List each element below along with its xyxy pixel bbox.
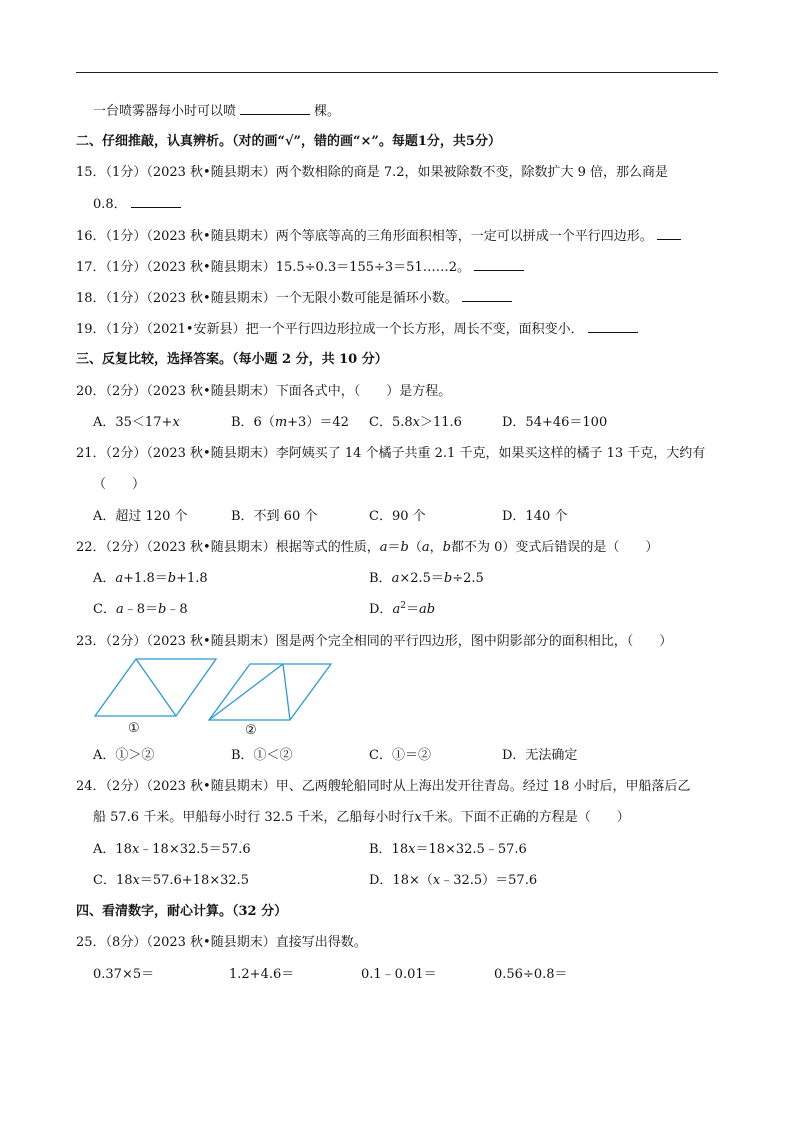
- option-a[interactable]: A．18x﹣18×32.5＝57.6: [93, 842, 251, 857]
- section-title: 三、反复比较，选择答案。（每小题 2 分，共 10 分）: [76, 352, 388, 367]
- option-d[interactable]: D．140 个: [502, 509, 568, 524]
- q14-tail: 一台喷雾器每小时可以喷 棵。: [93, 104, 341, 119]
- option-b[interactable]: B．a×2.5＝b÷2.5: [369, 571, 484, 586]
- option-d[interactable]: D．54+46＝100: [502, 415, 608, 430]
- question-20: 20．（2分）（2023 秋•随县期末）下面各式中，（ ）是方程。: [76, 384, 452, 399]
- question-24-line2: 船 57.6 千米。甲船每小时行 32.5 千米，乙船每小时行x千米。下面不正确的方程是（ ）: [93, 810, 630, 825]
- option-c[interactable]: C．18x＝57.6+18×32.5: [93, 873, 250, 888]
- option-a[interactable]: A．超过 120 个: [93, 509, 188, 524]
- calc-item[interactable]: 0.37×5＝: [93, 967, 155, 982]
- question-16: 16．（1分）（2023 秋•随县期末）两个等底等高的三角形面积相等，一定可以拼成一个平行四边形。: [76, 227, 685, 246]
- question-18: 18．（1分）（2023 秋•随县期末）一个无限小数可能是循环小数。: [76, 289, 516, 308]
- option-b[interactable]: B．6（m+3）＝42: [231, 415, 349, 430]
- question-23: 23．（2分）（2023 秋•随县期末）图是两个完全相同的平行四边形，图中阴影部分的面积相比，（ ）: [76, 634, 673, 649]
- figure-1: [95, 659, 216, 716]
- option-b[interactable]: B．18x＝18×32.5﹣57.6: [369, 842, 527, 857]
- option-d[interactable]: D．$a^2=ab$: [369, 601, 436, 617]
- parallelogram-2: [209, 664, 331, 720]
- option-c[interactable]: C．①＝②: [369, 748, 431, 763]
- option-a[interactable]: A．①＞②: [93, 748, 155, 763]
- option-d[interactable]: D．无法确定: [502, 748, 578, 763]
- calc-item[interactable]: 0.56÷0.8＝: [494, 967, 568, 982]
- section-title: 二、仔细推敲，认真辨析。（对的画“√”，错的画“×”。每题1分，共5分）: [76, 134, 501, 149]
- option-b[interactable]: B．①＜②: [231, 748, 293, 763]
- shaded-triangle-edge: [136, 659, 176, 716]
- question-15-line2: 0.8．: [93, 195, 185, 214]
- figure-2: [209, 664, 331, 720]
- option-d[interactable]: D．18×（x﹣32.5）＝57.6: [369, 873, 538, 888]
- calc-item[interactable]: 0.1﹣0.01＝: [361, 967, 437, 982]
- section-title: 四、看清数字，耐心计算。（32 分）: [76, 904, 288, 919]
- option-c[interactable]: C．a﹣8＝b﹣8: [93, 602, 188, 617]
- option-c[interactable]: C．90 个: [369, 509, 426, 524]
- figure-label-2: ②: [245, 723, 257, 738]
- diagonal-line: [209, 664, 283, 720]
- divider-line: [283, 664, 290, 720]
- question-24: 24．（2分）（2023 秋•随县期末）甲、乙两艘轮船同时从上海出发开往青岛。经过 18 小时后，甲船落后乙: [76, 779, 691, 794]
- question-19: 19．（1分）（2021•安新县）把一个平行四边形拉成一个长方形，周长不变，面积变小．: [76, 320, 642, 339]
- question-21: 21．（2分）（2023 秋•随县期末）李阿姨买了 14 个橘子共重 2.1 千克，如果买这样的橘子 13 千克，大约有: [76, 446, 706, 461]
- option-c[interactable]: C．5.8x＞11.6: [369, 415, 462, 430]
- option-a[interactable]: A．a+1.8＝b+1.8: [93, 571, 208, 586]
- figure-label-1: ①: [128, 721, 140, 736]
- question-21-line2: （ ）: [93, 477, 146, 492]
- question-25: 25．（8分）（2023 秋•随县期末）直接写出得数。: [76, 935, 367, 950]
- option-a[interactable]: A．35＜17+x: [93, 415, 180, 430]
- option-b[interactable]: B．不到 60 个: [231, 509, 318, 524]
- question-17: 17．（1分）（2023 秋•随县期末）15.5÷0.3＝155÷3＝51……2。: [76, 258, 528, 277]
- calc-item[interactable]: 1.2+4.6＝: [229, 967, 295, 982]
- question-15: 15．（1分）（2023 秋•随县期末）两个数相除的商是 7.2，如果被除数不变，除数扩大 9 倍，那么商是: [76, 165, 669, 180]
- question-22: 22．（2分）（2023 秋•随县期末）根据等式的性质，a＝b（a，b都不为 0）变式后错误的是（ ）: [76, 540, 659, 555]
